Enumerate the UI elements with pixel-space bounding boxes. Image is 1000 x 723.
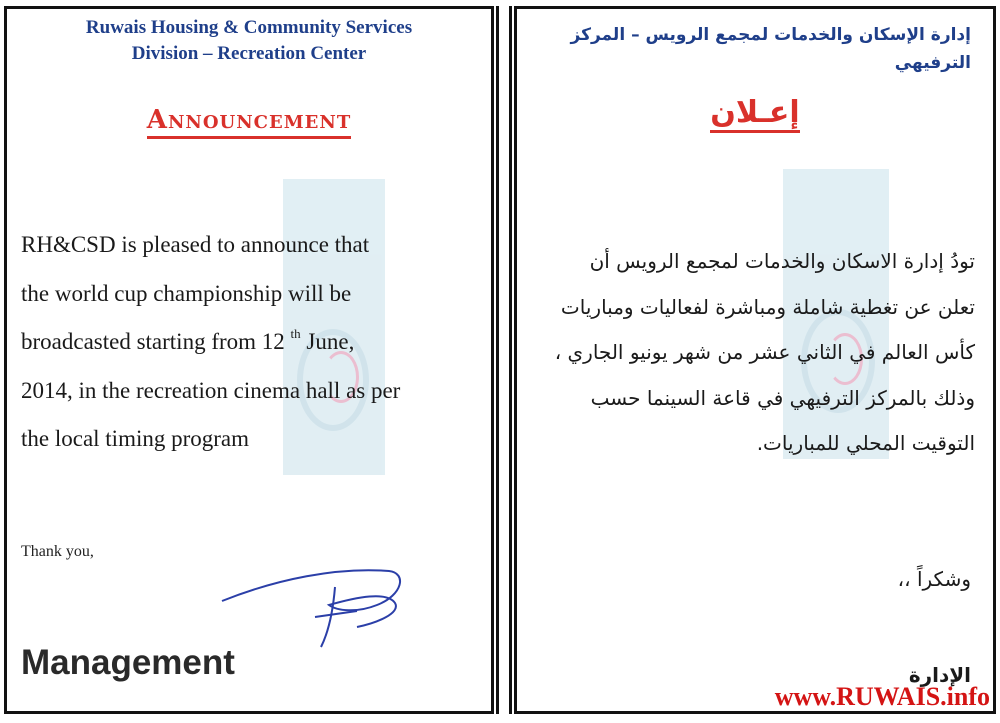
arabic-body-line: كأس العالم في الثاني عشر من شهر يونيو الجاري ،	[554, 340, 975, 364]
arabic-announcement-sheet	[514, 6, 996, 714]
arabic-title-text: إعـلان	[710, 95, 799, 133]
english-body	[21, 221, 489, 464]
arabic-header-line2: الترفيهي	[894, 53, 971, 73]
arabic-body-line: تعلن عن تغطية شاملة ومباشرة لفعاليات ومباريات	[560, 294, 975, 319]
english-body-line: 2014, in the recreation cinema hall as per	[21, 377, 401, 403]
english-thanks: Thank you,	[21, 543, 94, 560]
arabic-thanks: وشكراً ،،	[897, 567, 971, 591]
arabic-body-line: تودُ إدارة الاسكان والخدمات لمجمع الرويس أن	[589, 249, 975, 273]
arabic-header-line1: إدارة الإسكان والخدمات لمجمع الرويس – المركز	[570, 25, 971, 45]
english-header-line2: Division – Recreation Center	[131, 43, 367, 64]
english-body-line: the local timing program	[21, 426, 250, 451]
english-body-text: June,	[300, 329, 355, 354]
english-announcement-sheet	[4, 6, 494, 714]
english-signoff: Management	[21, 643, 235, 682]
english-title-text: Announcement	[147, 105, 351, 139]
english-header-line1: Ruwais Housing & Community Services	[85, 17, 413, 38]
signature-image	[217, 561, 427, 651]
arabic-body	[525, 239, 975, 467]
english-body-text: broadcasted starting from 12	[21, 329, 291, 354]
arabic-body-line: التوقيت المحلي للمباريات.	[756, 431, 975, 455]
english-body-line: the world cup championship will be	[21, 280, 352, 306]
arabic-header	[531, 21, 971, 77]
english-header	[7, 15, 491, 67]
ordinal-suffix: th	[290, 326, 301, 342]
arabic-body-line: وذلك بالمركز الترفيهي في قاعة السينما حسب	[590, 385, 975, 410]
arabic-signoff: الإدارة	[908, 663, 971, 687]
english-body-line	[21, 318, 489, 367]
page-divider	[494, 6, 514, 714]
arabic-title	[517, 95, 993, 130]
english-body-line: RH&CSD is pleased to announce that	[21, 232, 370, 257]
english-title	[7, 105, 491, 135]
site-watermark-text: www.RUWAIS.info	[774, 682, 990, 711]
